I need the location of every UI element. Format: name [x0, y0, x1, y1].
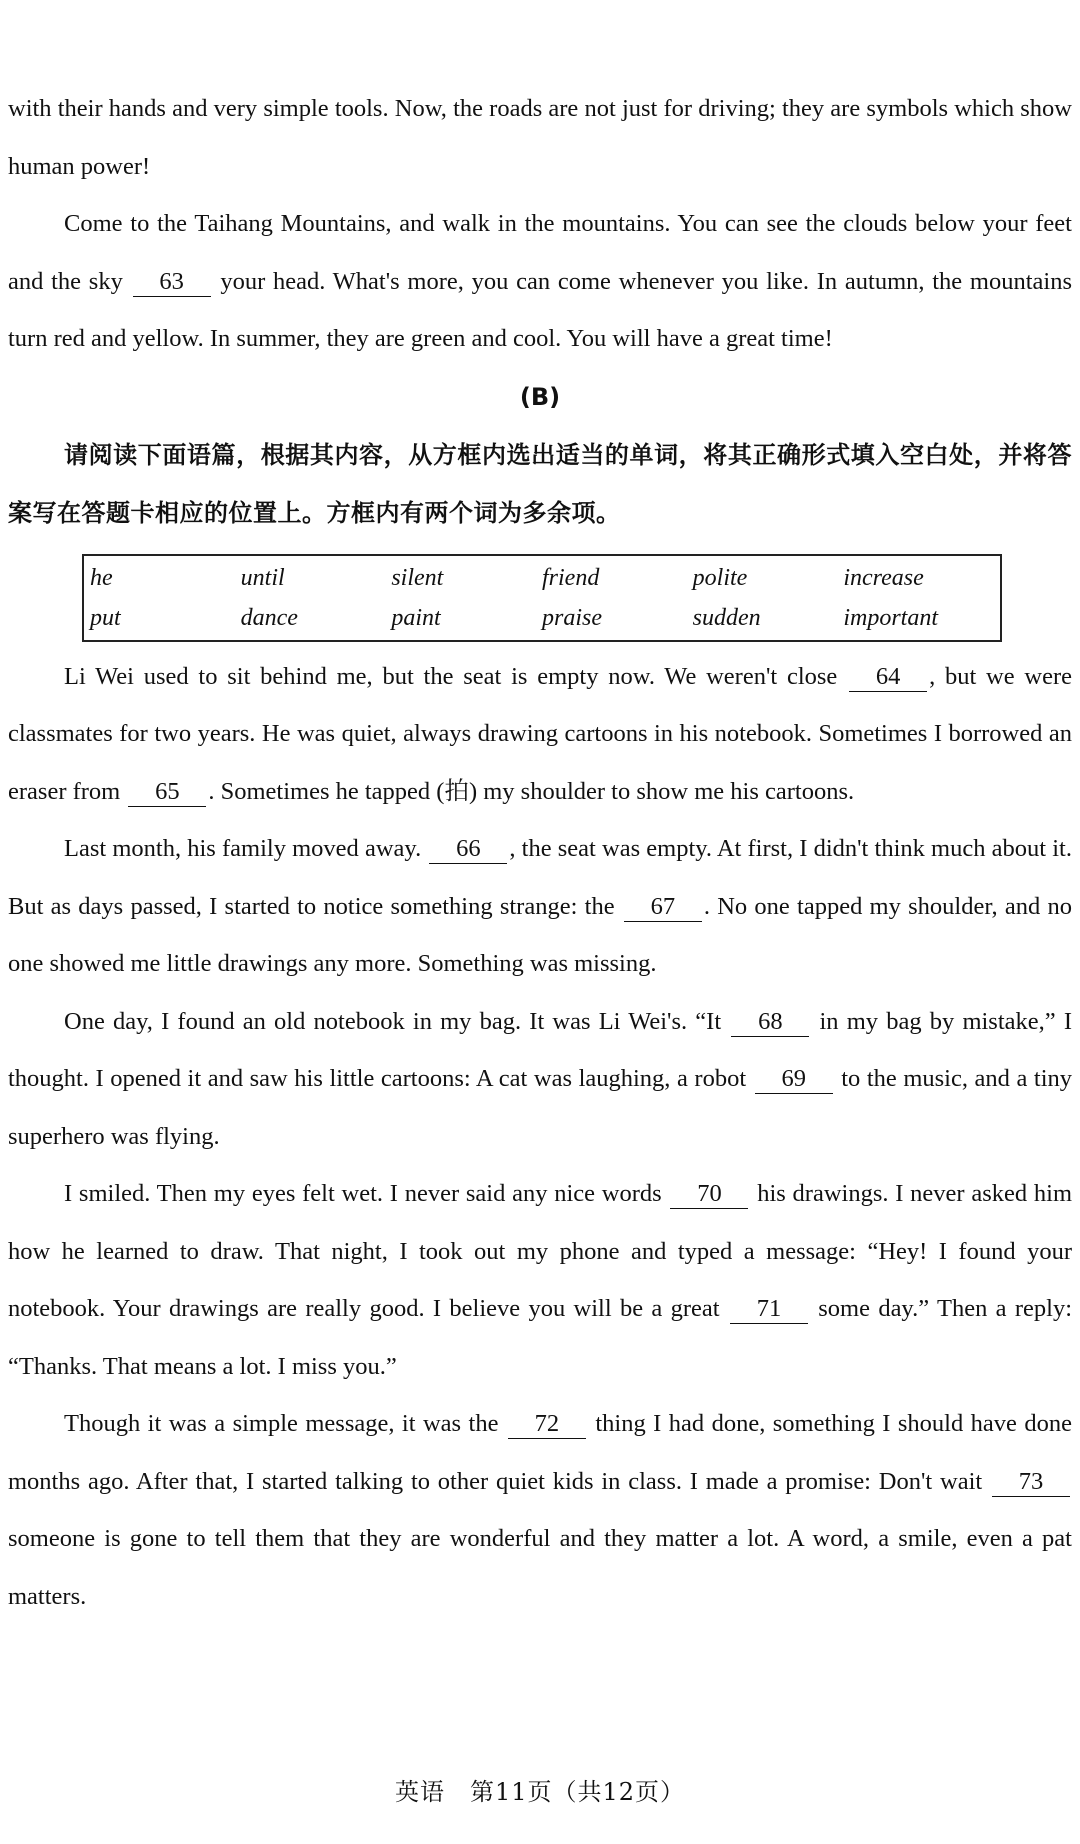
word-box-item: sudden [692, 604, 761, 631]
word-box-item: paint [391, 604, 441, 631]
blank-73: 73 [992, 1468, 1070, 1497]
blank-63: 63 [133, 268, 211, 297]
blank-67: 67 [624, 893, 702, 922]
word-box-item: silent [391, 564, 444, 591]
blank-66: 66 [429, 835, 507, 864]
blank-65: 65 [128, 778, 206, 807]
blank-70: 70 [670, 1180, 748, 1209]
blank-69: 69 [755, 1065, 833, 1094]
blank-71: 71 [730, 1295, 808, 1324]
blank-68: 68 [731, 1008, 809, 1037]
passage-paragraph-4: I smiled. Then my eyes felt wet. I never said any nice words 70 his drawings. I never asked him how he learned to draw. That night, I took out my phone and typed a message: “Hey! I found your notebook. Your drawings are really good. I believe you will be a great 71 some day.” Then a reply: “Thanks. That means a lot. I miss you.” [8, 1180, 1073, 1380]
word-box-item: he [90, 564, 113, 591]
word-box [82, 554, 1002, 642]
instructions [8, 426, 1072, 542]
passage-paragraph-2: Last month, his family moved away. 66 , the seat was empty. At first, I didn't think much about it. But as days passed, I started to notice something strange: the 67 . No one tapped my shoulder, and no one showed me little drawings any more. Something was missing. [8, 835, 1073, 977]
blank-64: 64 [849, 663, 927, 692]
word-box-item: put [90, 604, 121, 631]
intro-paragraph-1: with their hands and very simple tools. Now, the roads are not just for driving; they are symbols which show human power! [8, 95, 1072, 180]
word-box-item: increase [843, 564, 924, 591]
word-box-item: until [240, 564, 285, 591]
word-box-item: praise [542, 604, 602, 631]
instructions-text: 请阅读下面语篇，根据其内容，从方框内选出适当的单词，将其正确形式填入空白处，并将答案写在答题卡相应的位置上。方框内有两个词为多余项。 [8, 440, 1072, 527]
word-box-item: friend [542, 564, 600, 591]
passage-paragraph-3: One day, I found an old notebook in my bag. It was Li Wei's. “It 68 in my bag by mistake,” I thought. I opened it and saw his little cartoons: A cat was laughing, a robot 69 to the music, and a tiny superhero was flying. [8, 1007, 1072, 1150]
blank-72: 72 [508, 1410, 586, 1439]
page-footer: 英语 第11页（共12页） [394, 1778, 686, 1806]
intro-paragraph-2: Come to the Taihang Mountains, and walk in the mountains. You can see the clouds below your feet and the sky 63 your head. What's more, you can come whenever you like. In autumn, the mountains turn red and yellow. In summer, they are green and cool. You will have a great time! [8, 210, 1072, 352]
word-box-item: dance [240, 604, 298, 631]
word-box-item: important [843, 604, 939, 631]
section-title: (B) [519, 382, 561, 411]
word-box-item: polite [692, 564, 748, 591]
passage-paragraph-5: Though it was a simple message, it was the 72 thing I had done, something I should have done months ago. After that, I started talking to other quiet kids in class. I made a promise: Don't wait 73 someone is gone to tell them that they are wonderful and they matter a lot. A word, a smile, even a pat matters. [8, 1410, 1072, 1610]
passage-paragraph-1: Li Wei used to sit behind me, but the seat is empty now. We weren't close 64 , but we were classmates for two years. He was quiet, always drawing cartoons in his notebook. Sometimes I borrowed an eraser from 65 . Sometimes he tapped (拍) my shoulder to show me his cartoons. [8, 662, 1072, 805]
